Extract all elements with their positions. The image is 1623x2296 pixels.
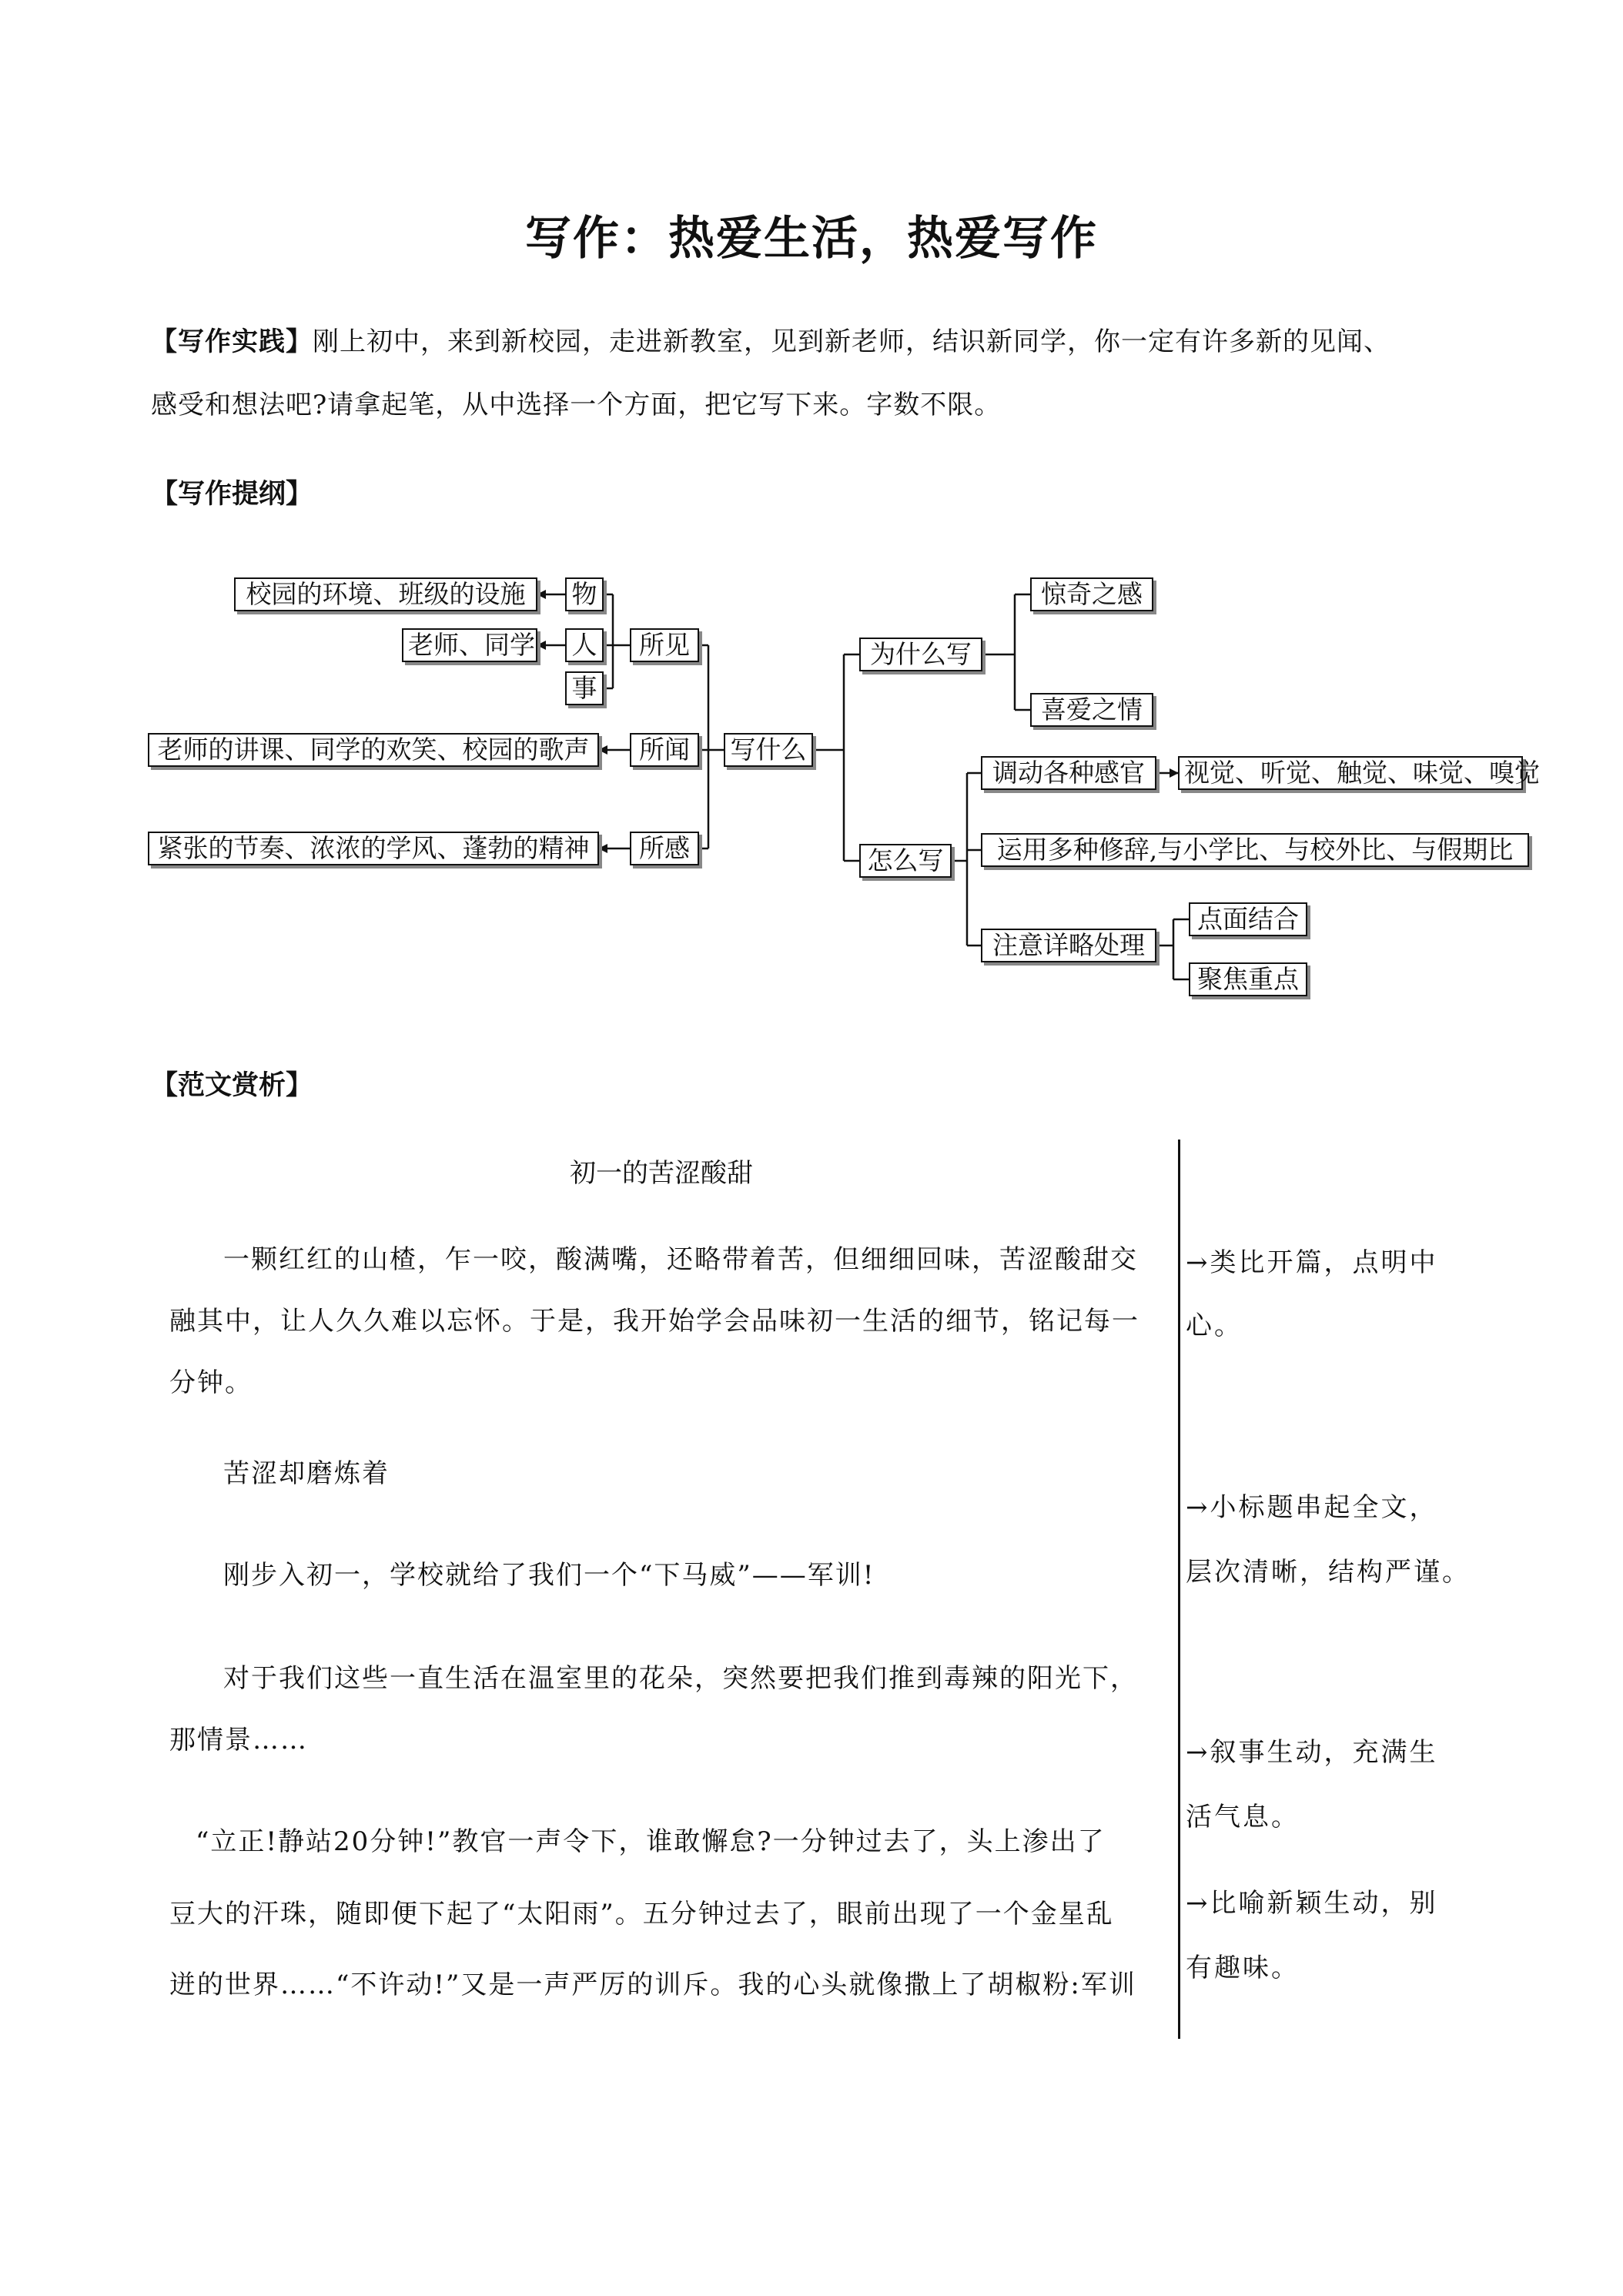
- node-dianmian: 点面结合: [1189, 902, 1307, 936]
- essay-p1-line3: 分钟。: [169, 1367, 253, 1398]
- essay-p1-line2: 融其中，让人久久难以忘怀。于是，我开始学会品味初一生活的细节，铭记每一: [169, 1306, 1139, 1337]
- practice-line-1: [151, 306, 1491, 377]
- node-teachers-classmates: 老师、同学: [402, 628, 537, 662]
- essay-p4-line1: 对于我们这些一直生活在温室里的花朵，突然要把我们推到毒辣的阳光下，: [223, 1663, 1138, 1694]
- node-suowen: 所闻: [630, 733, 699, 767]
- node-senses-list: 视觉、听觉、触觉、味觉、嗅觉: [1178, 756, 1523, 790]
- node-detail-handling: 注意详略处理: [981, 929, 1156, 962]
- essay-p1-line1: 一颗红红的山楂，乍一咬，酸满嘴，还略带着苦，但细细回味，苦涩酸甜交: [223, 1244, 1138, 1275]
- node-weishenme: 为什么写: [859, 638, 982, 671]
- practice-line-2: 感受和想法吧?请拿起笔，从中选择一个方面，把它写下来。字数不限。: [151, 390, 1002, 420]
- essay-p5-line2: 豆大的汗珠，随即便下起了“太阳雨”。五分钟过去了，眼前出现了一个金星乱: [169, 1899, 1114, 1930]
- essay-subtitle-bitter: 苦涩却磨炼着: [223, 1458, 390, 1489]
- node-rhythm-style-spirit: 紧张的节奏、浓浓的学风、蓬勃的精神: [148, 832, 599, 865]
- node-rhetoric: 运用多种修辞,与小学比、与校外比、与假期比: [981, 833, 1529, 867]
- annotation-divider: [1178, 1140, 1180, 2039]
- practice-text-1: 刚上初中，来到新校园，走进新教室，见到新老师，结识新同学，你一定有许多新的见闻、: [313, 326, 1390, 357]
- note-2-line1: →小标题串起全文，: [1186, 1492, 1438, 1523]
- node-campus-environment: 校园的环境、班级的设施: [234, 577, 537, 611]
- node-senses: 调动各种感官: [981, 756, 1156, 790]
- essay-title: 初一的苦涩酸甜: [570, 1158, 753, 1189]
- node-wu: 物: [565, 577, 604, 611]
- node-xieshenme: 写什么: [724, 733, 813, 767]
- node-ren: 人: [565, 628, 604, 662]
- note-1-line2: 心。: [1186, 1310, 1243, 1341]
- node-xiai: 喜爱之情: [1030, 693, 1153, 727]
- page-title: 写作：热爱生活，热爱写作: [525, 212, 1098, 266]
- note-1-line1: →类比开篇，点明中: [1186, 1247, 1438, 1278]
- essay-p4-line2: 那情景……: [169, 1725, 308, 1755]
- node-suogan: 所感: [630, 832, 699, 865]
- note-4-line1: →比喻新颖生动，别: [1186, 1888, 1438, 1919]
- essay-p3-line1: 刚步入初一，学校就给了我们一个“下马威”——军训!: [223, 1560, 875, 1591]
- node-zenmexie: 怎么写: [859, 844, 952, 878]
- outline-connectors: [0, 554, 1623, 1032]
- essay-p5-line1: “立正!静站20分钟!”教官一声令下，谁敢懈怠?一分钟过去了，头上渗出了: [196, 1826, 1106, 1857]
- node-shi: 事: [565, 671, 604, 705]
- node-jujiao: 聚焦重点: [1189, 962, 1307, 996]
- practice-label: 【写作实践】: [151, 326, 313, 357]
- node-suojian: 所见: [630, 628, 699, 662]
- note-3-line2: 活气息。: [1186, 1802, 1300, 1832]
- note-3-line1: →叙事生动，充满生: [1186, 1737, 1438, 1768]
- note-2-line2: 层次清晰，结构严谨。: [1186, 1557, 1471, 1588]
- writing-outline-diagram: [0, 554, 1623, 1032]
- essay-heading: 【范文赏析】: [151, 1069, 313, 1101]
- essay-p5-line3: 迸的世界……“不许动!”又是一声严厉的训斥。我的心头就像撒上了胡椒粉:军训: [169, 1970, 1136, 2000]
- node-jingqi: 惊奇之感: [1030, 577, 1153, 611]
- node-lecture-laughter-songs: 老师的讲课、同学的欢笑、校园的歌声: [148, 733, 599, 767]
- outline-heading: 【写作提纲】: [151, 478, 313, 510]
- note-4-line2: 有趣味。: [1186, 1953, 1300, 1983]
